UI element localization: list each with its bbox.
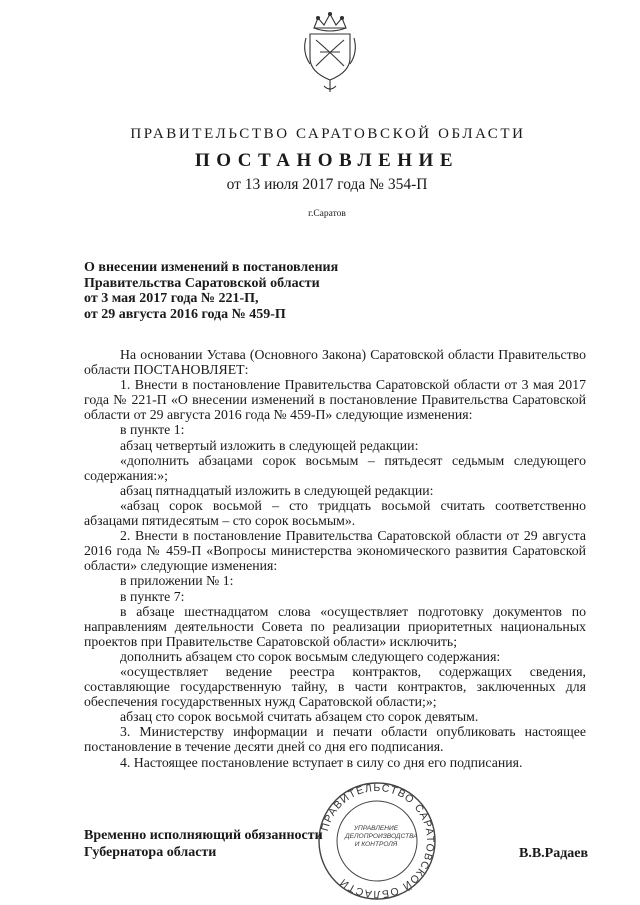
document-body	[84, 347, 586, 770]
government-name: ПРАВИТЕЛЬСТВО САРАТОВСКОЙ ОБЛАСТИ	[130, 126, 526, 142]
paragraph: 4. Настоящее постановление вступает в силу со дня его подписания.	[120, 754, 523, 770]
document-city: г.Саратов	[308, 209, 346, 219]
paragraph: абзац пятнадцатый изложить в следующей редакции:	[120, 482, 434, 498]
signatory-position-line: Временно исполняющий обязанности	[84, 828, 323, 843]
subject-line: от 3 мая 2017 года № 221-П,	[84, 291, 259, 306]
document-subject	[84, 260, 414, 322]
paragraph: в пункте 1:	[120, 422, 185, 438]
signatory-name: В.В.Радаев	[519, 846, 589, 861]
document-date-number: от 13 июля 2017 года № 354-П	[226, 176, 428, 193]
signatory-position	[84, 827, 323, 861]
subject-line: О внесении изменений в постановления	[84, 260, 339, 275]
paragraph: На основании Устава (Основного Закона) Саратовской области Правительство области ПОСТАНОВЛЯЕТ:	[84, 347, 586, 378]
paragraph: в абзаце шестнадцатом слова «осуществляет подготовку документов по направлениям деятельности Совета по реализации приоритетных национальных проектов при Правительстве Саратовской области» исключить;	[84, 603, 586, 649]
coat-of-arms-icon	[296, 8, 364, 96]
paragraph: абзац четвертый изложить в следующей редакции:	[120, 437, 419, 453]
paragraph: дополнить абзацем сто сорок восьмым следующего содержания:	[120, 648, 501, 664]
subject-line: Правительства Саратовской области	[84, 275, 320, 291]
signatory-position-line: Губернатора области	[84, 845, 217, 860]
stamp-ring-text: ПРАВИТЕЛЬСТВО САРАТОВСКОЙ ОБЛАСТИ	[319, 781, 437, 901]
paragraph: «дополнить абзацами сорок восьмым – пятьдесят седьмым следующего содержания:»;	[84, 452, 586, 483]
paragraph: 2. Внести в постановление Правительства Саратовской области от 29 августа 2016 года № 459-П «Вопросы министерства экономического развития Саратовской области» следующие изменения:	[84, 528, 586, 574]
stamp-inner-text	[345, 825, 418, 849]
paragraph: «абзац сорок восьмой – сто тридцать восьмой считать соответственно абзацами пятидесятым – сто сорок восьмым».	[84, 497, 586, 529]
paragraph: «осуществляет ведение реестра контрактов, содержащих сведения, составляющие государственную тайну, в части контрактов, заключенных для обеспечения государственных нужд Саратовской области;»;	[84, 663, 586, 710]
stamp-inner-line: ДЕЛОПРОИЗВОДСТВА	[345, 833, 418, 840]
paragraph: в пункте 7:	[120, 588, 185, 604]
stamp-inner-line: И КОНТРОЛЯ	[354, 841, 398, 848]
paragraph: 1. Внести в постановление Правительства Саратовской области от 3 мая 2017 года № 221-П «О внесении изменений в постановление Правительства Саратовской области от 29 августа 2016 года № 459-П» следующие изменения:	[84, 377, 586, 423]
subject-line: от 29 августа 2016 года № 459-П	[84, 306, 286, 322]
stamp-inner-line: УПРАВЛЕНИЕ	[353, 825, 399, 832]
paragraph: 3. Министерству информации и печати области опубликовать настоящее постановление в течение десяти дней со дня его подписания.	[84, 724, 586, 755]
paragraph: абзац сто сорок восьмой считать абзацем сто сорок девятым.	[120, 709, 479, 725]
paragraph: в приложении № 1:	[120, 573, 234, 589]
document-type-title: ПОСТАНОВЛЕНИЕ	[194, 150, 460, 171]
